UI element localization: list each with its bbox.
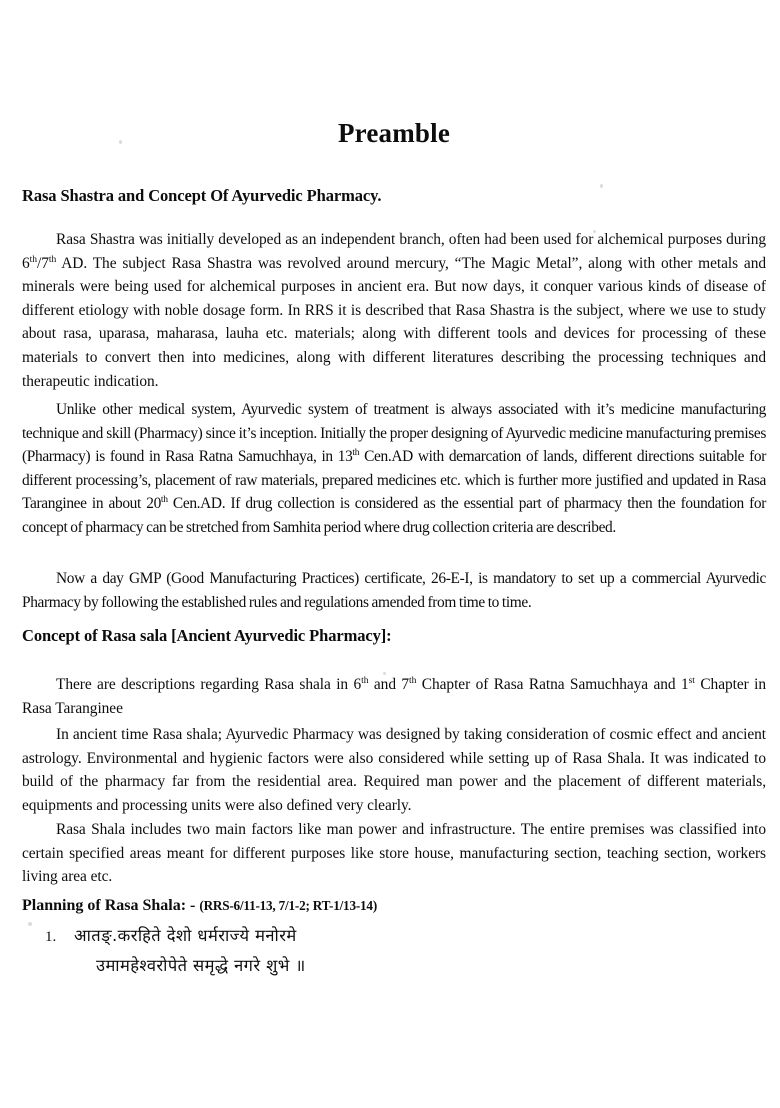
paragraph-gmp-certificate: Now a day GMP (Good Manufacturing Practices) certificate, 26-E-I, is mandatory to set up a commercial Ayurvedic Pharmacy by following the established rules and regulations amended from time to time.	[22, 570, 766, 611]
paragraph-rasa-shala-descriptions: There are descriptions regarding Rasa shala in 6th and 7th Chapter of Rasa Ratna Samuchhaya and 1st Chapter in Rasa Taranginee	[22, 674, 766, 717]
planning-heading	[22, 897, 766, 915]
planning-label: Planning of Rasa Shala: -	[22, 897, 196, 914]
verse-list	[22, 921, 780, 981]
list-item	[60, 921, 780, 981]
paragraph-ayurvedic-system: Unlike other medical system, Ayurvedic system of treatment is always associated with it’s medicine manufacturing technique and skill (Pharmacy) since it’s inception. Initially the proper designing of Ayurvedic medicine manufacturing premises (Pharmacy) is found in Rasa Ratna Samuchhaya, in 13th Cen.AD with demarcation of lands, different directions suitable for different processing’s, placement of raw materials, prepared medicines etc. which is further more justified and updated in Rasa Taranginee in about 20th Cen.AD. If drug collection is considered as the essential part of pharmacy then the foundation for concept of pharmacy can be stretched from Samhita period where drug collection criteria are described.	[22, 401, 766, 536]
planning-references: (RRS-6/11-13, 7/1-2; RT-1/13-14)	[199, 898, 378, 913]
section-heading-rasa-shastra: Rasa Shastra and Concept Of Ayurvedic Pharmacy.	[22, 186, 382, 205]
paragraph-ancient-time-rasa-shala: In ancient time Rasa shala; Ayurvedic Pharmacy was designed by taking consideration of cosmic effect and ancient astrology. Environmental and hygienic factors were also considered while setting up of Rasa Shala. It was indicated to build of the pharmacy far from the residential area. Required man power and the placement of different materials, equipments and processing units were also defined very clearly.	[22, 726, 766, 814]
paragraph-rasa-shastra-intro: Rasa Shastra was initially developed as an independent branch, often had been used for alchemical purposes during 6th/7th AD. The subject Rasa Shastra was revolved around mercury, “The Magic Metal”, along with other metals and minerals were being used for alchemical purposes in ancient era. But now days, it conquer various kinds of disease of different etiology with noble dosage form. In RRS it is described that Rasa Shastra is the subject, where we use to study about rasa, uparasa, maharasa, lauha etc. materials; along with different tools and devices for processing of these materials to convert then into medicines, along with different literatures describing the processing techniques and therapeutic indication.	[22, 231, 766, 390]
section-heading-concept-rasa-sala: Concept of Rasa sala [Ancient Ayurvedic Pharmacy]:	[22, 626, 392, 645]
verse-line-2: उमामहेश्वरोपेते समृद्धे नगरे शुभे ॥	[96, 956, 306, 975]
verse-line-1: 1. आतङ्.करहिते देशो धर्मराज्ये मनोरमे	[74, 926, 297, 945]
page-title: Preamble	[337, 118, 451, 148]
paragraph-rasa-shala-factors: Rasa Shala includes two main factors like man power and infrastructure. The entire premises was classified into certain specified areas meant for different purposes like store house, manufacturing section, teaching section, workers living area etc.	[22, 821, 766, 886]
